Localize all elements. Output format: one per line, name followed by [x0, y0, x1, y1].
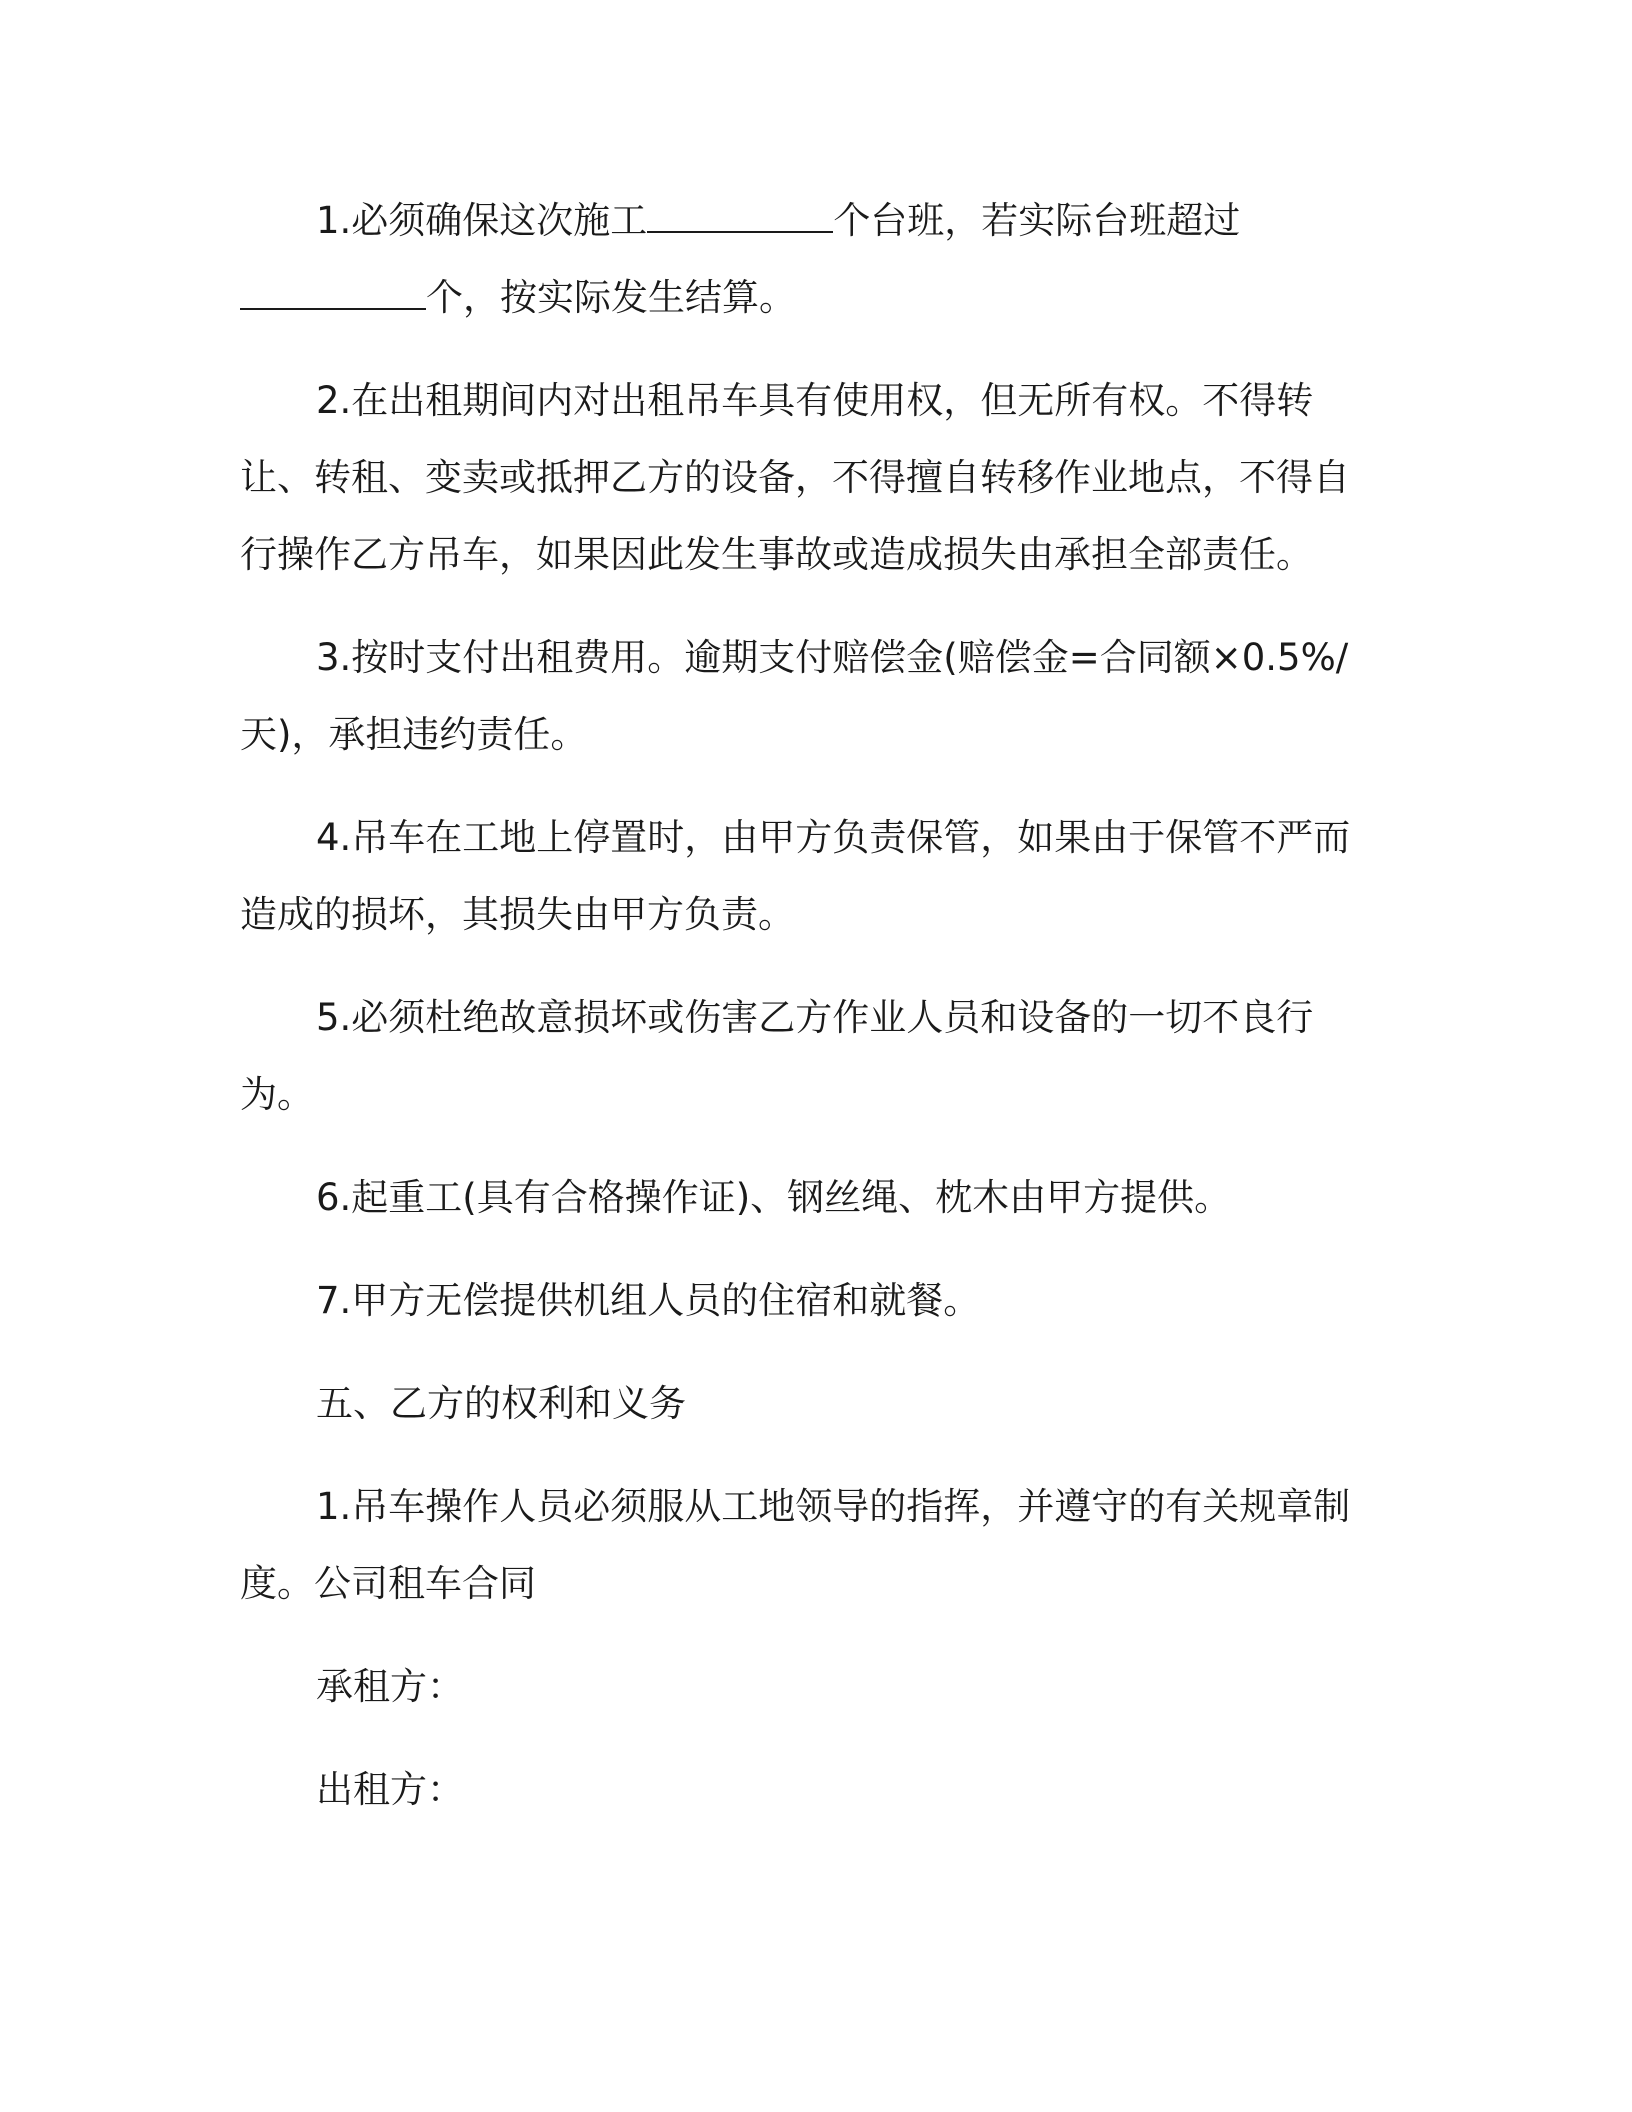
clause-a1 — [240, 182, 1372, 336]
clause-a7: 7.甲方无偿提供机组人员的住宿和就餐。 — [316, 1279, 981, 1322]
lessor-signature-label: 出租方： — [316, 1768, 464, 1811]
fill-in-blank — [647, 198, 833, 233]
clause-a1-text-2: 个台班，若实际台班超过 — [833, 199, 1241, 242]
clause-a4: 4.吊车在工地上停置时，由甲方负责保管，如果由于保管不严而造成的损坏，其损失由甲方负责。 — [240, 816, 1351, 936]
section-heading-5: 五、乙方的权利和义务 — [316, 1382, 686, 1425]
clause-a1-text-1: 1.必须确保这次施工 — [316, 199, 648, 242]
lessee-signature-label: 承租方： — [316, 1665, 464, 1708]
clause-b1: 1.吊车操作人员必须服从工地领导的指挥，并遵守的有关规章制度。公司租车合同 — [240, 1485, 1351, 1605]
clause-a6: 6.起重工(具有合格操作证)、钢丝绳、枕木由甲方提供。 — [316, 1176, 1232, 1219]
fill-in-blank — [240, 275, 426, 310]
clause-a5: 5.必须杜绝故意损坏或伤害乙方作业人员和设备的一切不良行为。 — [240, 996, 1314, 1116]
clause-a1-text-3: 个，按实际发生结算。 — [426, 276, 796, 319]
document-body — [240, 182, 1372, 1854]
clause-a3: 3.按时支付出租费用。逾期支付赔偿金(赔偿金=合同额×0.5%/天)，承担违约责任。 — [240, 636, 1349, 756]
clause-a2: 2.在出租期间内对出租吊车具有使用权，但无所有权。不得转让、转租、变卖或抵押乙方的设备，不得擅自转移作业地点，不得自行操作乙方吊车，如果因此发生事故或造成损失由承担全部责任。 — [240, 379, 1350, 576]
